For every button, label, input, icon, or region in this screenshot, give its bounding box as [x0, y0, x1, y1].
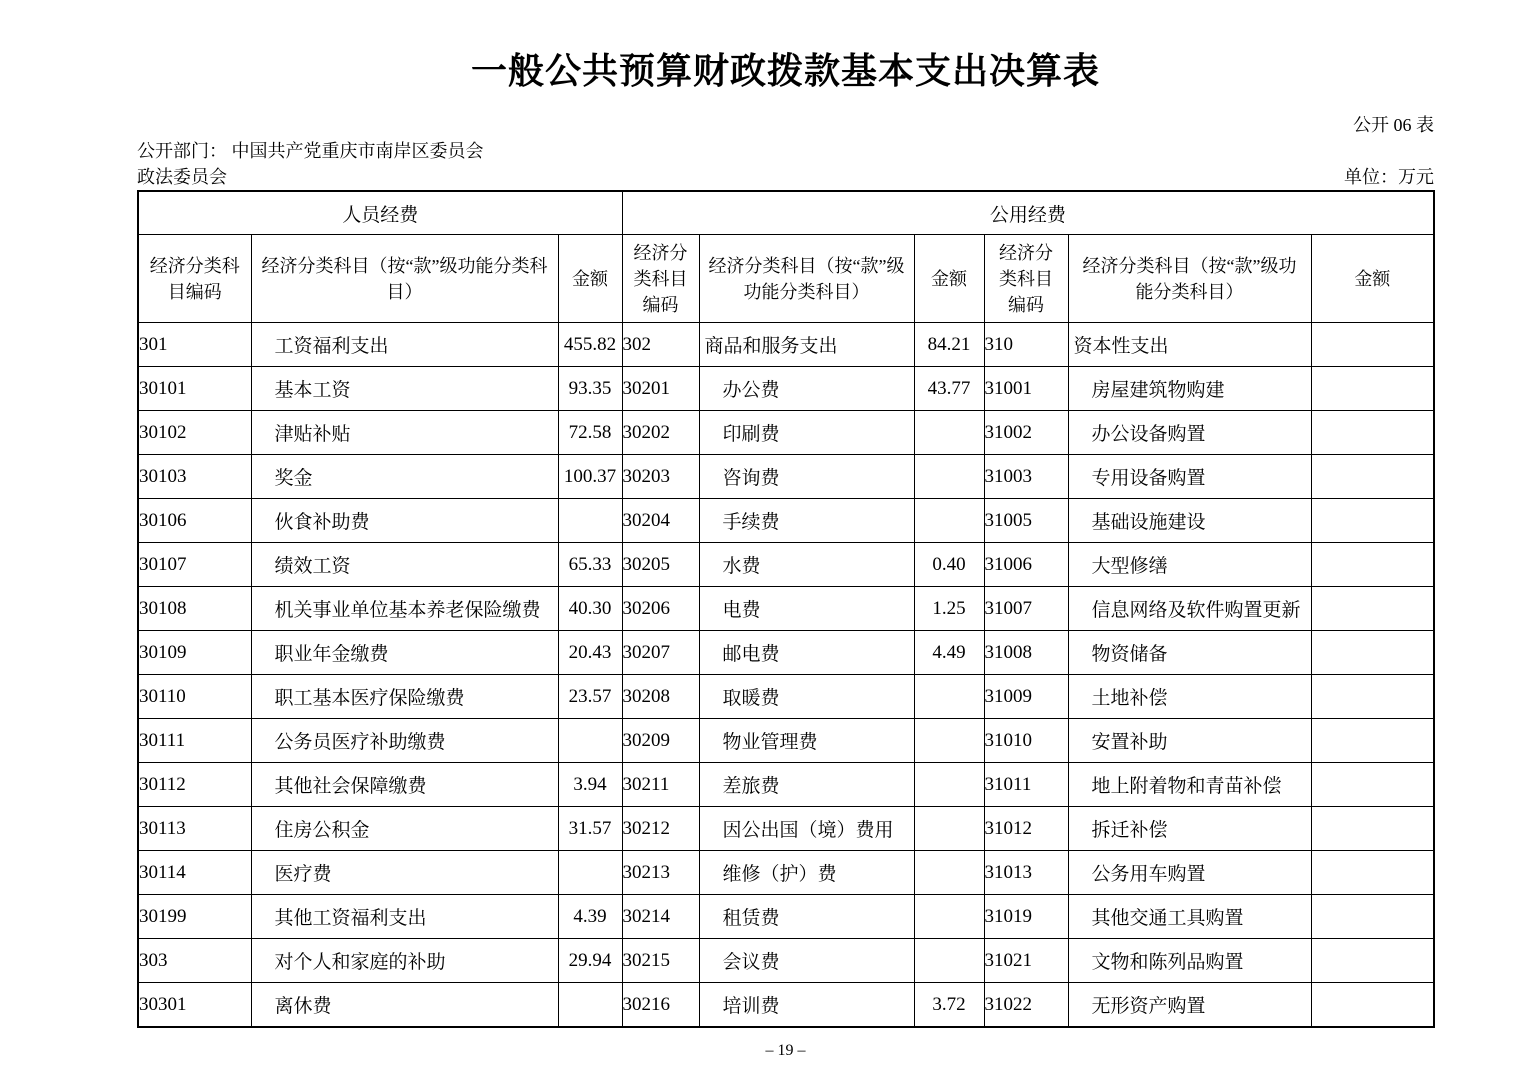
- public-b-subject-cell: 专用设备购置: [1068, 455, 1311, 499]
- public-b-code-cell: 31006: [984, 543, 1068, 587]
- public-b-amount-cell: [1311, 895, 1434, 939]
- personnel-subject-cell: 对个人和家庭的补助: [251, 939, 558, 983]
- public-b-code-cell: 31009: [984, 675, 1068, 719]
- meta-line: [137, 164, 1434, 190]
- public-b-amount-cell: [1311, 719, 1434, 763]
- personnel-subject-cell: 基本工资: [251, 367, 558, 411]
- personnel-subject-cell: 其他社会保障缴费: [251, 763, 558, 807]
- personnel-code-cell: 30112: [138, 763, 251, 807]
- column-header-code-3: 经济分类科目编码: [984, 235, 1068, 323]
- public-a-amount-cell: [914, 939, 984, 983]
- table-row: [138, 895, 1434, 939]
- column-header-row: [138, 235, 1434, 323]
- column-header-amount-1: 金额: [558, 235, 622, 323]
- public-b-code-cell: 31011: [984, 763, 1068, 807]
- public-b-code-cell: 31001: [984, 367, 1068, 411]
- personnel-amount-cell: [558, 499, 622, 543]
- public-a-code-cell: 30208: [622, 675, 699, 719]
- table-row: [138, 455, 1434, 499]
- public-b-subject-cell: 无形资产购置: [1068, 983, 1311, 1028]
- unit-label: 单位：万元: [1344, 167, 1434, 187]
- public-b-code-cell: 31012: [984, 807, 1068, 851]
- public-b-subject-cell: 拆迁补偿: [1068, 807, 1311, 851]
- personnel-amount-cell: 4.39: [558, 895, 622, 939]
- public-b-subject-cell: 其他交通工具购置: [1068, 895, 1311, 939]
- personnel-subject-cell: 工资福利支出: [251, 323, 558, 367]
- table-row: [138, 807, 1434, 851]
- column-header-subject-2: 经济分类科目（按“款”级功能分类科目）: [699, 235, 914, 323]
- public-a-amount-cell: 0.40: [914, 543, 984, 587]
- table-row: [138, 851, 1434, 895]
- personnel-subject-cell: 其他工资福利支出: [251, 895, 558, 939]
- public-b-amount-cell: [1311, 587, 1434, 631]
- personnel-subject-cell: 津贴补贴: [251, 411, 558, 455]
- public-a-code-cell: 30211: [622, 763, 699, 807]
- public-b-code-cell: 31007: [984, 587, 1068, 631]
- personnel-amount-cell: 3.94: [558, 763, 622, 807]
- public-b-subject-cell: 文物和陈列品购置: [1068, 939, 1311, 983]
- public-a-subject-cell: 租赁费: [699, 895, 914, 939]
- public-a-code-cell: 30202: [622, 411, 699, 455]
- public-a-subject-cell: 会议费: [699, 939, 914, 983]
- personnel-subject-cell: 医疗费: [251, 851, 558, 895]
- public-b-code-cell: 31008: [984, 631, 1068, 675]
- personnel-subject-cell: 伙食补助费: [251, 499, 558, 543]
- public-a-code-cell: 30212: [622, 807, 699, 851]
- public-b-code-cell: 31013: [984, 851, 1068, 895]
- personnel-subject-cell: 公务员医疗补助缴费: [251, 719, 558, 763]
- table-row: [138, 939, 1434, 983]
- personnel-amount-cell: [558, 851, 622, 895]
- public-b-subject-cell: 信息网络及软件购置更新: [1068, 587, 1311, 631]
- public-b-subject-cell: 资本性支出: [1068, 323, 1311, 367]
- personnel-amount-cell: 20.43: [558, 631, 622, 675]
- public-a-code-cell: 30203: [622, 455, 699, 499]
- public-a-code-cell: 30213: [622, 851, 699, 895]
- personnel-amount-cell: 455.82: [558, 323, 622, 367]
- public-b-amount-cell: [1311, 543, 1434, 587]
- public-a-code-cell: 30204: [622, 499, 699, 543]
- public-b-subject-cell: 基础设施建设: [1068, 499, 1311, 543]
- personnel-amount-cell: [558, 719, 622, 763]
- personnel-subject-cell: 住房公积金: [251, 807, 558, 851]
- public-a-amount-cell: 4.49: [914, 631, 984, 675]
- personnel-code-cell: 30102: [138, 411, 251, 455]
- public-a-amount-cell: [914, 411, 984, 455]
- table-row: [138, 719, 1434, 763]
- public-a-code-cell: 30207: [622, 631, 699, 675]
- public-b-subject-cell: 安置补助: [1068, 719, 1311, 763]
- public-b-code-cell: 31003: [984, 455, 1068, 499]
- personnel-subject-cell: 奖金: [251, 455, 558, 499]
- personnel-code-cell: 30114: [138, 851, 251, 895]
- column-header-code-1: 经济分类科目编码: [138, 235, 251, 323]
- personnel-code-cell: 30301: [138, 983, 251, 1028]
- table-row: [138, 631, 1434, 675]
- public-a-amount-cell: [914, 455, 984, 499]
- personnel-amount-cell: 23.57: [558, 675, 622, 719]
- public-a-subject-cell: 物业管理费: [699, 719, 914, 763]
- public-a-subject-cell: 印刷费: [699, 411, 914, 455]
- public-a-amount-cell: 1.25: [914, 587, 984, 631]
- personnel-subject-cell: 机关事业单位基本养老保险缴费: [251, 587, 558, 631]
- public-b-code-cell: 31022: [984, 983, 1068, 1028]
- public-b-amount-cell: [1311, 499, 1434, 543]
- column-header-amount-3: 金额: [1311, 235, 1434, 323]
- public-a-amount-cell: [914, 675, 984, 719]
- public-b-code-cell: 31021: [984, 939, 1068, 983]
- table-row: [138, 543, 1434, 587]
- public-b-amount-cell: [1311, 983, 1434, 1028]
- personnel-amount-cell: 31.57: [558, 807, 622, 851]
- personnel-amount-cell: 40.30: [558, 587, 622, 631]
- column-header-code-2: 经济分类科目编码: [622, 235, 699, 323]
- public-a-amount-cell: 43.77: [914, 367, 984, 411]
- public-a-amount-cell: [914, 719, 984, 763]
- public-a-subject-cell: 办公费: [699, 367, 914, 411]
- public-b-amount-cell: [1311, 631, 1434, 675]
- public-a-amount-cell: [914, 763, 984, 807]
- public-b-code-cell: 31005: [984, 499, 1068, 543]
- form-number-label: 公开 06 表: [1353, 115, 1434, 135]
- table-row: [138, 983, 1434, 1028]
- public-a-amount-cell: 3.72: [914, 983, 984, 1028]
- personnel-code-cell: 30110: [138, 675, 251, 719]
- personnel-subject-cell: 离休费: [251, 983, 558, 1028]
- personnel-code-cell: 303: [138, 939, 251, 983]
- public-b-subject-cell: 公务用车购置: [1068, 851, 1311, 895]
- public-b-amount-cell: [1311, 675, 1434, 719]
- public-a-code-cell: 30209: [622, 719, 699, 763]
- table-body: [138, 323, 1434, 1028]
- public-b-amount-cell: [1311, 763, 1434, 807]
- personnel-code-cell: 30113: [138, 807, 251, 851]
- personnel-code-cell: 301: [138, 323, 251, 367]
- public-a-code-cell: 302: [622, 323, 699, 367]
- personnel-subject-cell: 绩效工资: [251, 543, 558, 587]
- public-a-code-cell: 30201: [622, 367, 699, 411]
- table-row: [138, 499, 1434, 543]
- personnel-code-cell: 30111: [138, 719, 251, 763]
- department-line1: 公开部门： 中国共产党重庆市南岸区委员会: [137, 141, 484, 161]
- personnel-code-cell: 30106: [138, 499, 251, 543]
- public-a-code-cell: 30216: [622, 983, 699, 1028]
- public-b-subject-cell: 大型修缮: [1068, 543, 1311, 587]
- expense-table: [137, 190, 1435, 1028]
- public-b-subject-cell: 房屋建筑物购建: [1068, 367, 1311, 411]
- table-row: [138, 411, 1434, 455]
- section-header-personnel: 人员经费: [138, 191, 622, 235]
- public-a-code-cell: 30206: [622, 587, 699, 631]
- public-b-subject-cell: 土地补偿: [1068, 675, 1311, 719]
- public-b-amount-cell: [1311, 939, 1434, 983]
- personnel-subject-cell: 职工基本医疗保险缴费: [251, 675, 558, 719]
- public-a-subject-cell: 咨询费: [699, 455, 914, 499]
- public-b-amount-cell: [1311, 807, 1434, 851]
- public-b-code-cell: 31019: [984, 895, 1068, 939]
- public-b-code-cell: 31002: [984, 411, 1068, 455]
- public-a-subject-cell: 取暖费: [699, 675, 914, 719]
- public-a-subject-cell: 电费: [699, 587, 914, 631]
- public-b-amount-cell: [1311, 323, 1434, 367]
- public-b-amount-cell: [1311, 455, 1434, 499]
- public-b-amount-cell: [1311, 367, 1434, 411]
- public-a-code-cell: 30214: [622, 895, 699, 939]
- public-a-amount-cell: [914, 499, 984, 543]
- personnel-amount-cell: [558, 983, 622, 1028]
- section-header-public: 公用经费: [622, 191, 1434, 235]
- table-row: [138, 323, 1434, 367]
- personnel-amount-cell: 29.94: [558, 939, 622, 983]
- public-a-subject-cell: 邮电费: [699, 631, 914, 675]
- department-line2: 政法委员会: [137, 167, 227, 187]
- page-title: 一般公共预算财政拨款基本支出决算表: [470, 51, 1100, 91]
- public-a-subject-cell: 维修（护）费: [699, 851, 914, 895]
- public-a-subject-cell: 手续费: [699, 499, 914, 543]
- table-row: [138, 675, 1434, 719]
- personnel-code-cell: 30103: [138, 455, 251, 499]
- personnel-code-cell: 30101: [138, 367, 251, 411]
- public-a-subject-cell: 因公出国（境）费用: [699, 807, 914, 851]
- column-header-subject-1: 经济分类科目（按“款”级功能分类科目）: [251, 235, 558, 323]
- personnel-code-cell: 30109: [138, 631, 251, 675]
- public-b-code-cell: 310: [984, 323, 1068, 367]
- public-b-code-cell: 31010: [984, 719, 1068, 763]
- public-a-amount-cell: 84.21: [914, 323, 984, 367]
- public-b-amount-cell: [1311, 411, 1434, 455]
- public-a-subject-cell: 差旅费: [699, 763, 914, 807]
- public-a-amount-cell: [914, 851, 984, 895]
- personnel-code-cell: 30108: [138, 587, 251, 631]
- public-a-subject-cell: 商品和服务支出: [699, 323, 914, 367]
- personnel-amount-cell: 93.35: [558, 367, 622, 411]
- page-number: – 19 –: [765, 1042, 806, 1059]
- column-header-subject-3: 经济分类科目（按“款”级功能分类科目）: [1068, 235, 1311, 323]
- table-row: [138, 587, 1434, 631]
- document-content: [137, 0, 1434, 1062]
- public-a-amount-cell: [914, 895, 984, 939]
- public-b-subject-cell: 物资储备: [1068, 631, 1311, 675]
- section-header-row: [138, 191, 1434, 235]
- table-row: [138, 763, 1434, 807]
- column-header-amount-2: 金额: [914, 235, 984, 323]
- public-a-subject-cell: 培训费: [699, 983, 914, 1028]
- public-a-amount-cell: [914, 807, 984, 851]
- personnel-amount-cell: 72.58: [558, 411, 622, 455]
- personnel-code-cell: 30107: [138, 543, 251, 587]
- public-a-code-cell: 30215: [622, 939, 699, 983]
- public-a-code-cell: 30205: [622, 543, 699, 587]
- personnel-amount-cell: 65.33: [558, 543, 622, 587]
- public-b-subject-cell: 地上附着物和青苗补偿: [1068, 763, 1311, 807]
- personnel-subject-cell: 职业年金缴费: [251, 631, 558, 675]
- personnel-code-cell: 30199: [138, 895, 251, 939]
- public-b-amount-cell: [1311, 851, 1434, 895]
- public-b-subject-cell: 办公设备购置: [1068, 411, 1311, 455]
- table-row: [138, 367, 1434, 411]
- public-a-subject-cell: 水费: [699, 543, 914, 587]
- personnel-amount-cell: 100.37: [558, 455, 622, 499]
